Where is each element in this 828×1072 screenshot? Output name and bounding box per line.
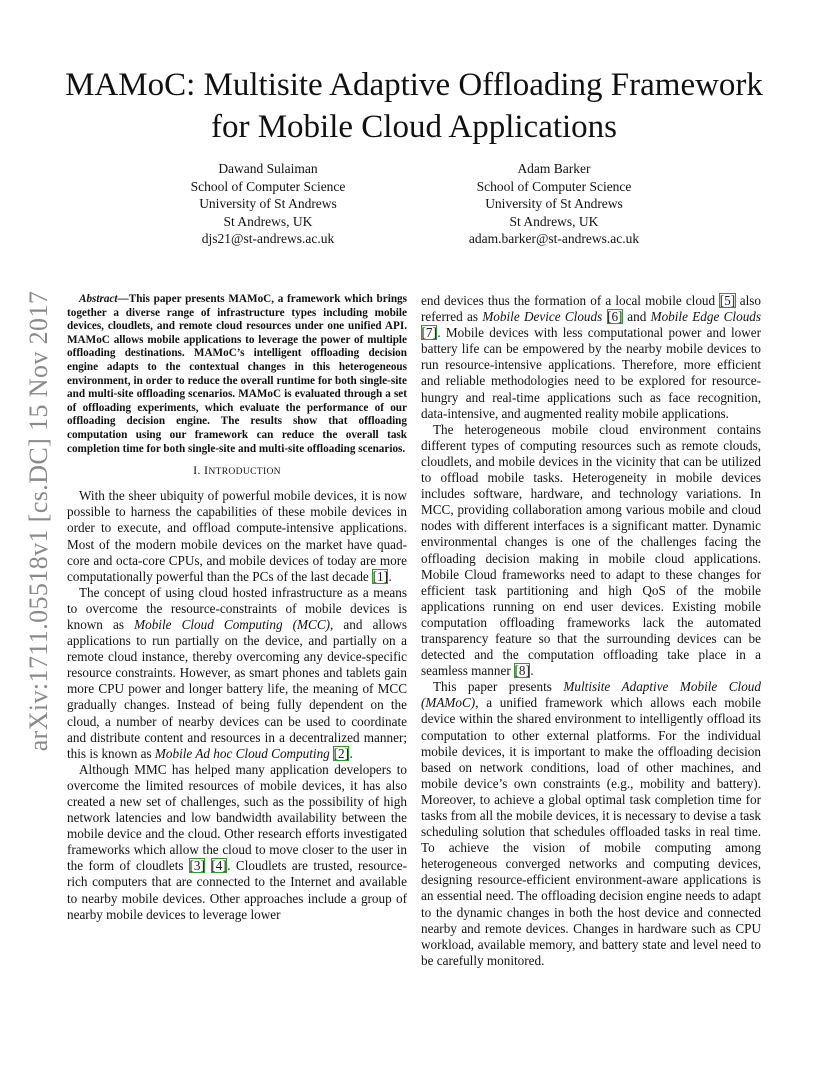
author-location: St Andrews, UK [223,213,313,229]
author-location: St Andrews, UK [509,213,599,229]
citation-link[interactable]: [2] [333,745,349,761]
author-email: adam.barker@st-andrews.ac.uk [468,231,640,246]
section-heading-introduction: I. INTRODUCTION [193,463,281,478]
citation-link[interactable]: [8] [514,663,530,679]
title-line-2: for Mobile Cloud Applications [210,109,618,145]
author-univ: University of St Andrews [485,196,623,211]
left-column [67,293,407,923]
right-column [421,293,761,969]
author-dept: School of Computer Science [476,178,632,194]
arxiv-stamp [22,286,56,756]
author-univ: University of St Andrews [199,196,337,211]
citation-link[interactable]: [5] [719,293,736,308]
abstract [67,293,407,456]
citation-link[interactable]: [4] [211,858,227,874]
author-dept: School of Computer Science [190,178,346,194]
author-block-2 [404,160,704,248]
arxiv-id: arXiv:1711.05518v1 [cs.DC] 15 Nov 2017 [24,290,53,752]
intro-paragraph-3: Although MMC has helped many application developers to overcome the limited resources of mobile devices, it has also created a new set of challenges, such as the possibility of high network latencies and low bandwidth availability between the mobile device and the cloud. Other research efforts investigated frameworks which allow the cloud to move closer to the user in the form of cloudlets [3] [4]. Cloudlets are trusted, resource-rich computers that are connected to the Internet and available to nearby mobile devices. Other approaches include a group of nearby mobile devices to leverage lower [67,761,408,922]
abstract-label: Abstract [79,293,118,305]
paper-title [0,64,828,148]
author-name: Dawand Sulaiman [218,161,318,176]
intro-paragraph-4: The heterogeneous mobile cloud environment contains different types of computing resources such as remote clouds, cloudlets, and mobile devices in the vicinity that can be utilized to offload mobile tasks. Heterogeneity in mobile devices includes software, hardware, and technology variations. In MCC, providing collaboration among various mobile and cloud nodes with different interfaces is a significant matter. Dynamic environmental changes is one of the challenges facing the offloading decision making in mobile cloud applications. Mobile Cloud frameworks need to adapt to these changes for efficient task partitioning and high QoS of the mobile applications running on end user devices. Existing mobile computation offloading frameworks lack the automated transparency feature so that the surrounding devices can be detected and the computation offloading take place in a seamless manner [8]. [421,421,761,679]
author-email: djs21@st-andrews.ac.uk [201,231,335,246]
citation-link[interactable]: [7] [421,325,437,341]
citation-link[interactable]: [3] [189,858,205,874]
abstract-text: —This paper presents MAMoC, a framework which brings together a diverse range of infrastructure types including mobile devices, cloudlets, and remote cloud resources under one unified API. MAMoC allows mobile applications to leverage the power of multiple offloading destinations. MAMoC’s intelligent offloading decision engine adapts to the contextual changes in this heterogeneous environment, in order to reduce the overall runtime for both single-site and multi-site offloading scenarios. MAMoC is evaluated through a set of offloading experiments, which evaluate the performance of our offloading decision engine. The results show that offloading computation using our framework can reduce the overall task completion time for both single-site and multi-site offloading scenarios. [67,293,407,455]
citation-link[interactable]: [6] [607,309,623,325]
intro-paragraph-1: With the sheer ubiquity of powerful mobile devices, it is now possible to harness the capabilities of these mobile devices in order to execute, and offload compute-intensive applications. Most of the modern mobile devices on the market have quad-core and octa-core CPUs, and mobile devices of today are more computationally powerful than the PCs of the last decade [1]. [67,488,407,584]
citation-link[interactable]: [1] [372,568,388,584]
intro-paragraph-5: This paper presents Multisite Adaptive Mobile Cloud (MAMoC), a unified framework which allows each mobile device within the shared environment to intelligently offload its computation to other external platforms. For the individual mobile devices, it is important to make the offloading decision based on network conditions, load of other machines, and mobile device’s own constraints (e.g., mobility and battery). Moreover, to achieve a global optimal task completion time for tasks from all the mobile devices, it is necessary to devise a task scheduling solution that schedules offloaded tasks in real time. To achieve the vision of mobile computing among heterogeneous converged networks and computing devices, designing resource-efficient environment-aware applications is an essential need. The offloading decision engine needs to adapt to the dynamic changes in both the host device and connected nearby and remote devices. Changes in hardware such as CPU workload, available memory, and battery state and level need to be carefully monitored. [421,679,761,968]
intro-paragraph-2: The concept of using cloud hosted infrastructure as a means to overcome the resource-constraints of mobile devices is known as Mobile Cloud Computing (MCC), and allows applications to run partially on the device, and partially on a remote cloud instance, thereby overcoming any device-specific resource constraints. However, as smart phones and tablets gain more CPU power and longer battery life, the meaning of MCC gradually changes. Instead of being fully dependent on the cloud, a number of nearby devices can be used to coordinate and distribute content and resources in a decentralized manner; this is known as Mobile Ad hoc Cloud Computing [2]. [67,584,407,761]
intro-paragraph-3-cont: end devices thus the formation of a local mobile cloud [5] also referred as Mobile Device Clouds [6] and Mobile Edge Clouds [7]. Mobile devices with less computational power and lower battery life can be empowered by the nearby mobile devices to run resource-intensive applications. Therefore, more efficient and reliable methodologies need to be explored for resource-hungry and real-time applications such as face recognition, data-intensive, and augmented reality mobile applications. [421,293,762,421]
author-block-1 [118,160,418,248]
title-line-1: MAMoC: Multisite Adaptive Offloading Framework [65,67,763,103]
author-name: Adam Barker [517,161,591,176]
